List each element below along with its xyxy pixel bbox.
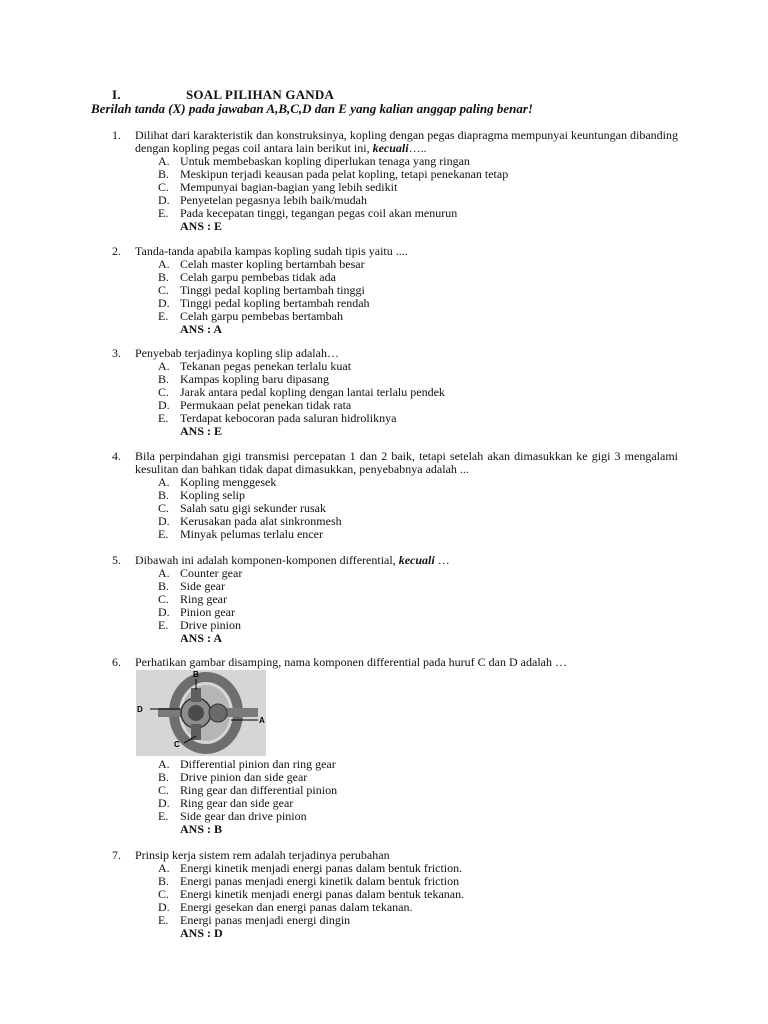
option-letter: D. <box>158 193 170 207</box>
option-e <box>158 412 678 425</box>
option-letter: D. <box>158 900 170 914</box>
option-letter: D. <box>158 514 170 528</box>
option-text: Kerusakan pada alat sinkronmesh <box>180 514 342 528</box>
differential-illustration <box>136 670 266 756</box>
section-number: I. <box>112 87 121 102</box>
option-text: Ring gear <box>180 592 227 606</box>
question-7 <box>112 849 678 941</box>
option-text: Meskipun terjadi keausan pada pelat kopling, tetapi penekanan tetap <box>180 167 509 181</box>
answer-key: ANS : E <box>180 424 223 438</box>
option-text: Tekanan pegas penekan terlalu kuat <box>180 359 352 373</box>
question-number: 4. <box>112 449 121 463</box>
options-list <box>112 567 678 632</box>
question-text: ….. <box>408 141 427 155</box>
option-text: Minyak pelumas terlalu encer <box>180 527 323 541</box>
emphasis-text: kecuali <box>398 553 435 567</box>
option-letter: B. <box>158 874 170 888</box>
instruction-text: Berilah tanda (X) pada jawaban A,B,C,D dan E yang kalian anggap paling benar! <box>91 101 533 116</box>
answer-key: ANS : A <box>180 322 223 336</box>
options-list <box>112 258 678 323</box>
option-letter: C. <box>158 592 170 606</box>
option-letter: B. <box>158 770 170 784</box>
option-text: Untuk membebaskan kopling diperlukan tenaga yang ringan <box>180 154 470 168</box>
option-letter: E. <box>158 411 169 425</box>
option-letter: A. <box>158 475 170 489</box>
option-text: Permukaan pelat penekan tidak rata <box>180 398 352 412</box>
option-letter: B. <box>158 270 170 284</box>
question-number: 7. <box>112 848 121 862</box>
question-4 <box>112 450 678 541</box>
label-d: D <box>137 705 143 714</box>
label-c: C <box>174 740 180 749</box>
answer-key: ANS : E <box>180 219 223 233</box>
option-text: Celah garpu pembebas bertambah <box>180 309 343 323</box>
option-letter: C. <box>158 887 170 901</box>
answer-key: ANS : B <box>180 822 223 836</box>
option-letter: C. <box>158 180 170 194</box>
question-text: Dilihat dari karakteristik dan konstruksinya, kopling dengan pegas diapragma mempunyai keuntungan dibanding dengan kopling pegas coil antara lain berikut ini, <box>135 128 678 155</box>
option-letter: C. <box>158 783 170 797</box>
option-e <box>158 810 678 823</box>
option-text: Energi kinetik menjadi energi panas dalam bentuk tekanan. <box>180 887 465 901</box>
option-text: Energi gesekan dan energi panas dalam tekanan. <box>180 900 413 914</box>
option-letter: E. <box>158 618 169 632</box>
question-stem <box>112 450 678 476</box>
option-letter: B. <box>158 488 170 502</box>
option-text: Pinion gear <box>180 605 235 619</box>
option-text: Ring gear dan side gear <box>180 796 294 810</box>
question-number: 1. <box>112 128 121 142</box>
question-number: 3. <box>112 346 121 360</box>
option-letter: A. <box>158 257 170 271</box>
question-text: Perhatikan gambar disamping, nama komponen differential pada huruf C dan D adalah … <box>135 655 567 669</box>
label-b: B <box>193 670 199 679</box>
options-list <box>112 476 678 541</box>
emphasis-text: kecuali <box>372 141 409 155</box>
question-3 <box>112 347 678 439</box>
question-5 <box>112 554 678 646</box>
option-letter: A. <box>158 566 170 580</box>
option-text: Drive pinion <box>180 618 241 632</box>
question-stem <box>112 129 678 155</box>
option-text: Energi panas menjadi energi dingin <box>180 913 351 927</box>
question-text: … <box>434 553 450 567</box>
option-text: Energi panas menjadi energi kinetik dalam bentuk friction <box>180 874 460 888</box>
option-letter: C. <box>158 501 170 515</box>
option-letter: C. <box>158 385 170 399</box>
option-letter: E. <box>158 527 169 541</box>
options-list <box>112 360 678 425</box>
option-letter: E. <box>158 809 169 823</box>
answer-key: ANS : A <box>180 631 223 645</box>
question-6-options <box>112 758 678 837</box>
question-number: 6. <box>112 655 121 669</box>
option-text: Side gear dan drive pinion <box>180 809 307 823</box>
option-text: Penyetelan pegasnya lebih baik/mudah <box>180 193 367 207</box>
option-letter: D. <box>158 296 170 310</box>
option-letter: E. <box>158 206 169 220</box>
option-a <box>158 567 678 580</box>
option-text: Differential pinion dan ring gear <box>180 757 336 771</box>
option-e <box>158 310 678 323</box>
question-text: Prinsip kerja sistem rem adalah terjadinya perubahan <box>135 848 390 862</box>
option-letter: D. <box>158 605 170 619</box>
option-letter: D. <box>158 398 170 412</box>
option-text: Energi kinetik menjadi energi panas dalam bentuk friction. <box>180 861 463 875</box>
option-e <box>158 528 678 541</box>
option-c <box>158 593 678 606</box>
question-text: Dibawah ini adalah komponen-komponen differential, <box>135 553 399 567</box>
option-letter: A. <box>158 757 170 771</box>
option-text: Kopling selip <box>180 488 245 502</box>
option-text: Mempunyai bagian-bagian yang lebih sedikit <box>180 180 398 194</box>
answer-key: ANS : D <box>180 926 223 940</box>
question-text: Tanda-tanda apabila kampas kopling sudah tipis yaitu .... <box>135 244 408 258</box>
question-number: 2. <box>112 244 121 258</box>
differential-diagram <box>136 670 266 756</box>
option-text: Salah satu gigi sekunder rusak <box>180 501 326 515</box>
option-letter: B. <box>158 372 170 386</box>
question-2 <box>112 245 678 337</box>
options-list <box>112 155 678 220</box>
question-stem <box>112 656 678 669</box>
option-text: Pada kecepatan tinggi, tegangan pegas coil akan menurun <box>180 206 458 220</box>
option-letter: D. <box>158 796 170 810</box>
option-text: Celah garpu pembebas tidak ada <box>180 270 336 284</box>
option-text: Side gear <box>180 579 225 593</box>
option-letter: A. <box>158 154 170 168</box>
option-text: Kampas kopling baru dipasang <box>180 372 329 386</box>
option-e <box>158 207 678 220</box>
option-text: Terdapat kebocoran pada saluran hidroliknya <box>180 411 397 425</box>
options-list <box>112 758 678 823</box>
option-letter: A. <box>158 861 170 875</box>
option-letter: E. <box>158 309 169 323</box>
option-e <box>158 619 678 632</box>
question-text: Penyebab terjadinya kopling slip adalah… <box>135 346 339 360</box>
option-text: Kopling menggesek <box>180 475 277 489</box>
section-title: SOAL PILIHAN GANDA <box>186 87 335 102</box>
option-letter: B. <box>158 579 170 593</box>
question-text: Bila perpindahan gigi transmisi percepatan 1 dan 2 baik, tetapi setelah akan dimasukkan ke gigi 3 mengalami kesulitan dan bahkan tidak dapat dimasukkan, penyebabnya adalah ... <box>135 449 678 476</box>
option-text: Tinggi pedal kopling bertambah tinggi <box>180 283 365 297</box>
option-letter: E. <box>158 913 169 927</box>
question-6 <box>112 656 678 669</box>
options-list <box>112 862 678 927</box>
question-number: 5. <box>112 553 121 567</box>
question-1 <box>112 129 678 234</box>
option-e <box>158 914 678 927</box>
option-text: Drive pinion dan side gear <box>180 770 308 784</box>
option-b <box>158 580 678 593</box>
option-text: Celah master kopling bertambah besar <box>180 257 365 271</box>
option-letter: B. <box>158 167 170 181</box>
label-a: A <box>259 716 265 725</box>
option-letter: C. <box>158 283 170 297</box>
option-text: Tinggi pedal kopling bertambah rendah <box>180 296 370 310</box>
option-text: Counter gear <box>180 566 243 580</box>
option-letter: A. <box>158 359 170 373</box>
option-text: Ring gear dan differential pinion <box>180 783 338 797</box>
option-text: Jarak antara pedal kopling dengan lantai terlalu pendek <box>180 385 445 399</box>
